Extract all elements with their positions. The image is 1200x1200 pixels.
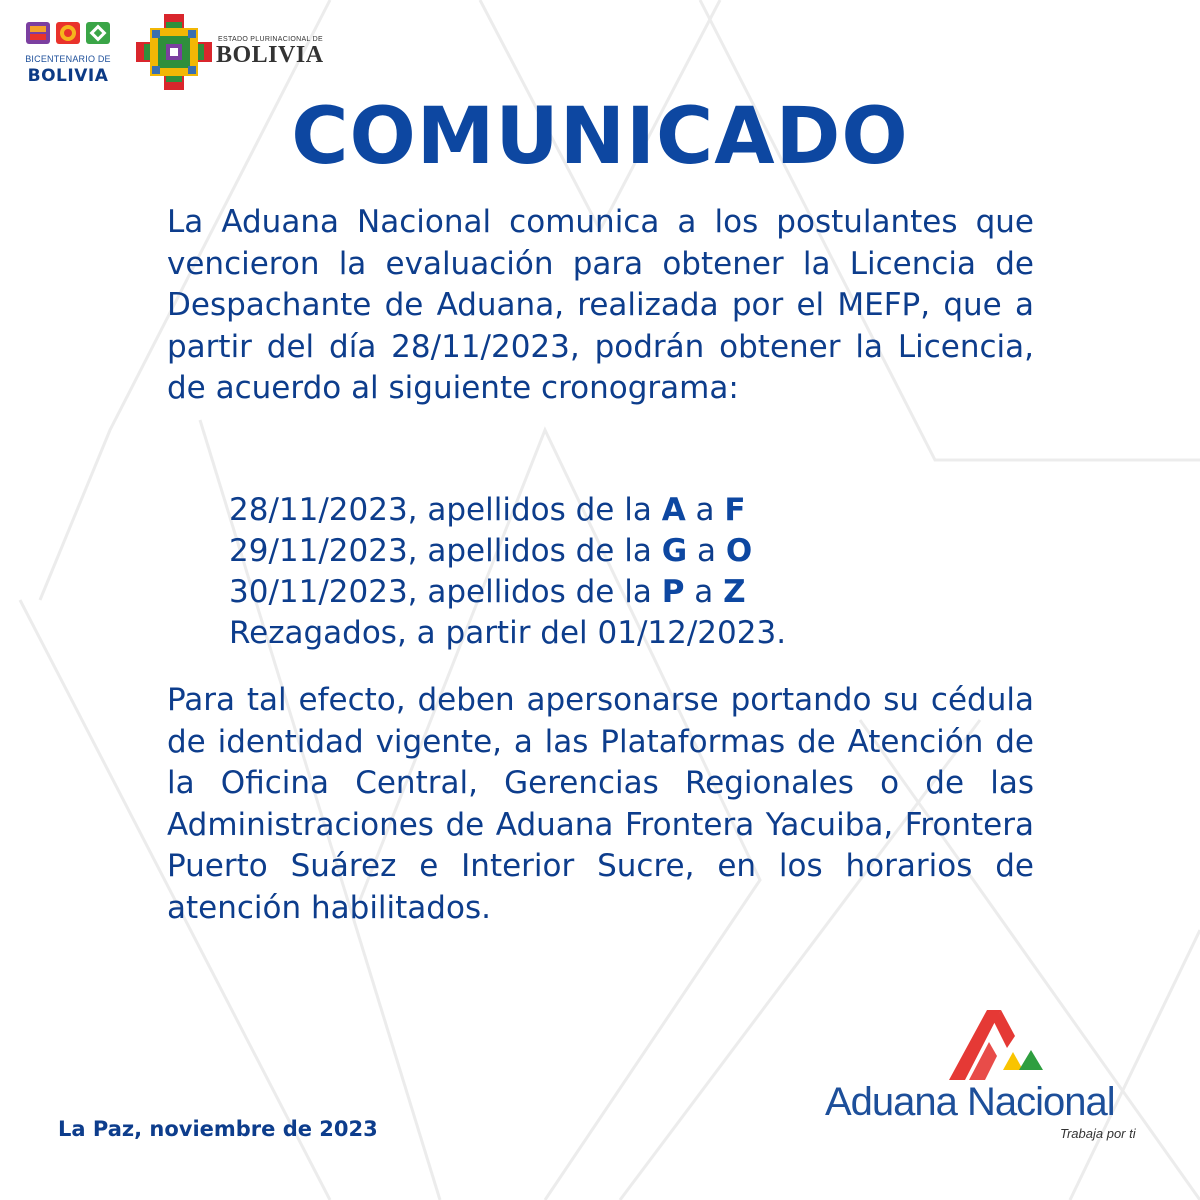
bicentenario-icon bbox=[26, 18, 110, 48]
schedule-sep: a bbox=[687, 533, 726, 569]
schedule-prefix: 28/11/2023, apellidos de la bbox=[229, 492, 662, 528]
estado-big-text: BOLIVIA bbox=[216, 42, 324, 68]
closing-paragraph: Para tal efecto, deben apersonarse portando su cédula de identidad vigente, a las Plataformas de Atención de la Oficina Central, Gerencias Regionales o de las Administraciones de Aduana Frontera Yacuiba, Frontera Puerto Suárez e Interior Sucre, en los horarios de atención habilitados. bbox=[167, 682, 1034, 926]
rezagados-line: Rezagados, a partir del 01/12/2023. bbox=[229, 615, 787, 651]
schedule-item bbox=[229, 531, 1009, 572]
schedule-item bbox=[229, 490, 1009, 531]
schedule-to-letter: Z bbox=[723, 574, 746, 610]
schedule-prefix: 30/11/2023, apellidos de la bbox=[229, 574, 662, 610]
schedule-item bbox=[229, 572, 1009, 613]
aduana-mark-icon bbox=[945, 1008, 1045, 1080]
aduana-logo-name: Aduana Nacional bbox=[825, 1080, 1115, 1124]
schedule-list bbox=[229, 490, 1009, 654]
aduana-nacional-logo bbox=[820, 1008, 1150, 1158]
schedule-from-letter: A bbox=[661, 492, 686, 528]
estado-small-text: ESTADO PLURINACIONAL DE bbox=[218, 36, 323, 43]
schedule-prefix: 29/11/2023, apellidos de la bbox=[229, 533, 662, 569]
bicentenario-big-text: BOLIVIA bbox=[27, 66, 109, 86]
estado-plurinacional-emblem bbox=[136, 14, 212, 90]
page-title: COMUNICADO bbox=[291, 92, 909, 182]
bicentenario-small-text: BICENTENARIO DE bbox=[25, 54, 111, 64]
schedule-to-letter: F bbox=[724, 492, 746, 528]
intro-paragraph: La Aduana Nacional comunica a los postulantes que vencieron la evaluación para obtener la Licencia de Despachante de Aduana, realizada por el MEFP, que a partir del día 28/11/2023, podrán obtener la Licencia, de acuerdo al siguiente cronograma: bbox=[167, 204, 1034, 407]
schedule-from-letter: G bbox=[661, 533, 688, 569]
schedule-sep: a bbox=[685, 492, 725, 528]
schedule-from-letter: P bbox=[661, 574, 685, 610]
aduana-logo-tagline: Trabaja por ti bbox=[1060, 1126, 1136, 1141]
schedule-to-letter: O bbox=[725, 533, 753, 569]
estado-plurinacional-logo bbox=[136, 14, 336, 90]
schedule-sep: a bbox=[684, 574, 724, 610]
bicentenario-logo bbox=[18, 14, 118, 84]
place-and-date: La Paz, noviembre de 2023 bbox=[58, 1117, 378, 1141]
